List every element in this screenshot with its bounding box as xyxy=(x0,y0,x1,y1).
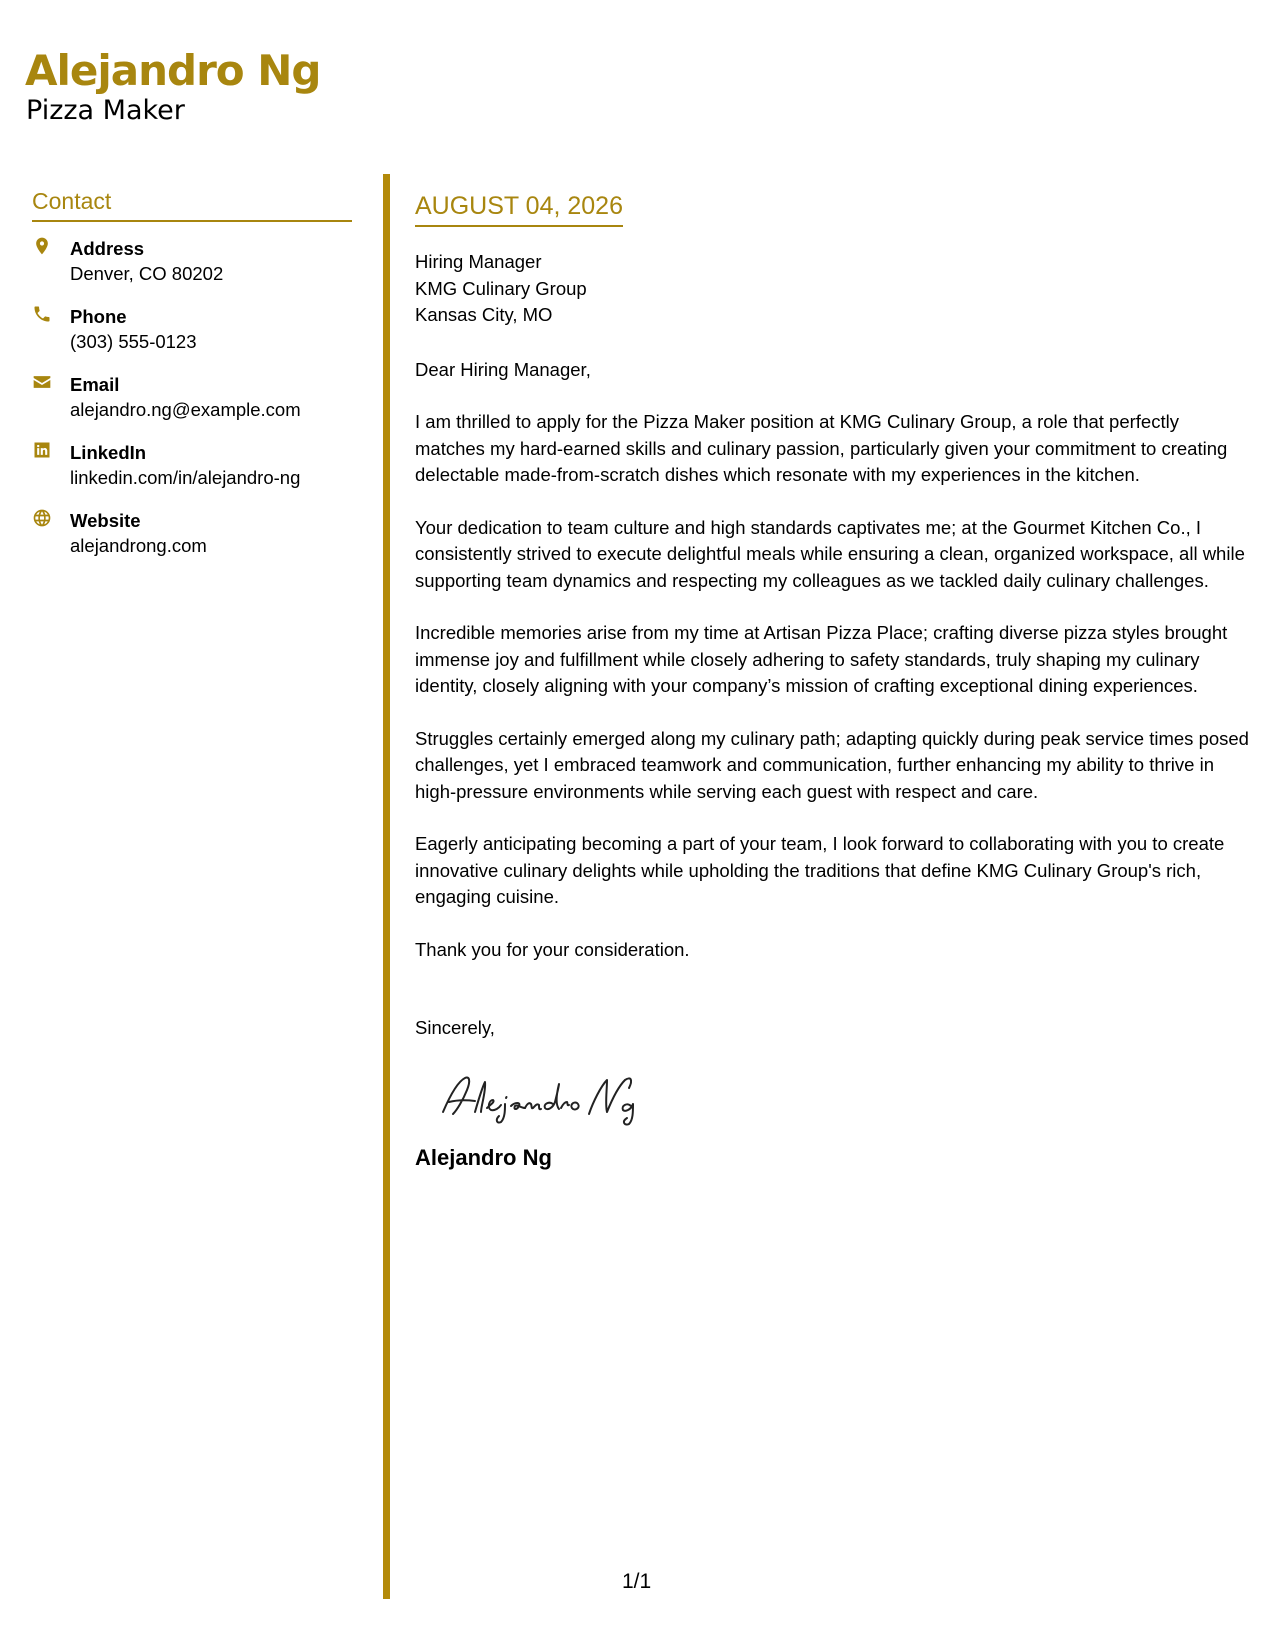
contact-label-address: Address xyxy=(70,238,145,259)
phone-icon xyxy=(32,304,52,324)
vertical-divider xyxy=(383,174,390,1599)
letter-body xyxy=(415,190,1250,1172)
contact-value-email: alejandro.ng@example.com xyxy=(70,399,301,420)
recipient-block xyxy=(415,249,1250,329)
contact-linkedin xyxy=(32,440,352,490)
contact-value-linkedin: linkedin.com/in/alejandro-ng xyxy=(70,467,301,488)
contact-value-phone: (303) 555-0123 xyxy=(70,331,197,352)
page-number: 1/1 xyxy=(622,1570,652,1593)
handwritten-signature xyxy=(435,1068,675,1128)
contact-value-address: Denver, CO 80202 xyxy=(70,263,224,284)
contact-value-website: alejandrong.com xyxy=(70,535,207,556)
signer-name: Alejandro Ng xyxy=(415,1144,552,1170)
contact-email xyxy=(32,372,352,422)
contact-label-email: Email xyxy=(70,374,120,395)
letter-paragraph: Thank you for your consideration. xyxy=(415,938,690,960)
letter-paragraph: I am thrilled to apply for the Pizza Maker position at KMG Culinary Group, a role that perfectly matches my hard-earned skills and culinary passion, particularly given your commitment to creating delectable made-from-scratch dishes which resonate with my experiences in the kitchen. xyxy=(415,411,1228,485)
recipient-line: KMG Culinary Group xyxy=(415,277,587,299)
job-title: Pizza Maker xyxy=(26,95,185,127)
contact-label-website: Website xyxy=(70,510,141,531)
globe-icon xyxy=(32,508,52,528)
contact-phone xyxy=(32,304,352,354)
salutation: Dear Hiring Manager, xyxy=(415,358,591,380)
contact-label-linkedin: LinkedIn xyxy=(70,442,147,463)
letter-paragraph: Eagerly anticipating becoming a part of your team, I look forward to collaborating with you to create innovative culinary delights while upholding the traditions that define KMG Culinary Group's rich, engaging cuisine. xyxy=(415,833,1225,907)
contact-address xyxy=(32,236,352,286)
envelope-icon xyxy=(32,372,52,392)
map-pin-icon xyxy=(32,236,52,256)
letter-paragraph: Incredible memories arise from my time at Artisan Pizza Place; crafting diverse pizza styles brought immense joy and fulfillment while closely adhering to safety standards, truly shaping my culinary identity, closely aligning with your company’s mission of crafting exceptional dining experiences. xyxy=(415,622,1228,696)
contact-heading: Contact xyxy=(32,188,352,222)
letter-paragraph: Your dedication to team culture and high standards captivates me; at the Gourmet Kitchen Co., I consistently strived to execute delightful meals while ensuring a clean, organized workspace, all while supporting team dynamics and respecting my colleagues as we tackled daily culinary challenges. xyxy=(415,516,1245,591)
contact-website xyxy=(32,508,352,558)
recipient-line: Hiring Manager xyxy=(415,251,542,272)
linkedin-icon xyxy=(32,440,52,460)
recipient-line: Kansas City, MO xyxy=(415,304,553,325)
closing: Sincerely, xyxy=(415,1017,495,1038)
header xyxy=(25,48,321,126)
letter-paragraph: Struggles certainly emerged along my culinary path; adapting quickly during peak service times posed challenges, yet I embraced teamwork and communication, further enhancing my ability to thrive in high-pressure environments while serving each guest with respect and care. xyxy=(415,727,1249,802)
letter-date: AUGUST 04, 2026 xyxy=(415,190,623,227)
contact-sidebar xyxy=(32,188,352,576)
contact-label-phone: Phone xyxy=(70,306,127,327)
applicant-name: Alejandro Ng xyxy=(25,46,321,95)
